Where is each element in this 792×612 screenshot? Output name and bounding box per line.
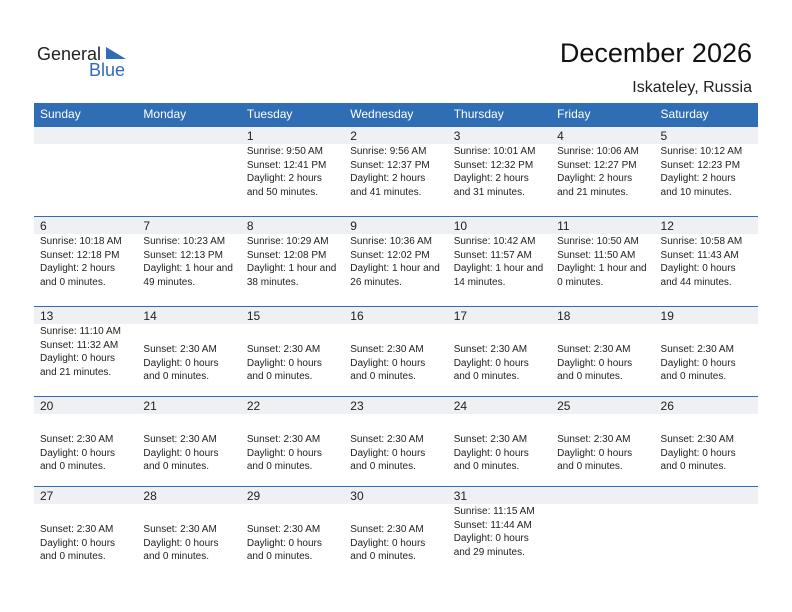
day-number: 25 — [557, 399, 571, 413]
day-cell — [551, 217, 654, 305]
day-number: 18 — [557, 309, 571, 323]
day-sun-info: Sunset: 2:30 AM Daylight: 0 hours and 0 minutes. — [660, 434, 736, 472]
day-cell — [241, 217, 344, 305]
day-cell — [344, 307, 447, 395]
day-cell — [34, 217, 137, 305]
day-number: 31 — [453, 489, 468, 503]
day-cell — [344, 397, 447, 485]
day-sun-info: Sunset: 2:30 AM Daylight: 0 hours and 0 minutes. — [350, 434, 426, 472]
day-cell — [137, 307, 240, 395]
weekday-friday: Friday — [557, 107, 591, 121]
day-cell — [34, 487, 137, 575]
logo-triangle-icon — [106, 47, 126, 63]
day-sun-info: Sunrise: 10:50 AM Sunset: 11:50 AM Daylight: 1 hour and 0 minutes. — [557, 236, 647, 288]
day-number-bar — [34, 217, 137, 234]
day-sun-info: Sunset: 2:30 AM Daylight: 0 hours and 0 minutes. — [453, 344, 529, 382]
day-cell — [344, 127, 447, 215]
day-number: 9 — [350, 219, 357, 233]
day-number: 26 — [660, 399, 674, 413]
day-number: 3 — [453, 129, 461, 143]
day-cell — [34, 397, 137, 485]
day-sun-info: Sunrise: 10:12 AM Sunset: 12:23 PM Daylight: 2 hours and 10 minutes. — [660, 146, 743, 198]
day-number: 14 — [143, 309, 157, 323]
day-number-bar — [655, 487, 758, 504]
day-number: 22 — [246, 399, 261, 413]
day-sun-info: Sunrise: 9:56 AM Sunset: 12:37 PM Daylight: 2 hours and 41 minutes. — [350, 146, 430, 198]
day-cell — [551, 397, 654, 485]
day-sun-info: Sunset: 2:30 AM Daylight: 0 hours and 0 minutes. — [246, 524, 322, 562]
day-number: 1 — [246, 129, 254, 143]
day-number: 10 — [453, 219, 468, 233]
day-number: 23 — [350, 399, 364, 413]
day-number-bar — [241, 217, 344, 234]
day-number: 19 — [660, 309, 674, 323]
day-sun-info: Sunset: 2:30 AM Daylight: 0 hours and 0 minutes. — [350, 524, 426, 562]
day-number: 11 — [557, 219, 570, 233]
day-number: 13 — [40, 309, 54, 323]
day-number: 7 — [143, 219, 151, 233]
day-number: 12 — [660, 219, 674, 233]
day-sun-info: Sunset: 2:30 AM Daylight: 0 hours and 0 minutes. — [453, 434, 529, 472]
day-cell — [137, 127, 240, 215]
day-sun-info: Sunset: 2:30 AM Daylight: 0 hours and 0 minutes. — [40, 524, 116, 562]
day-sun-info: Sunrise: 10:58 AM Sunset: 11:43 AM Daylight: 0 hours and 44 minutes. — [660, 236, 743, 288]
weekday-wednesday: Wednesday — [350, 107, 414, 121]
day-number: 29 — [246, 489, 261, 503]
day-cell — [655, 307, 758, 395]
day-cell — [344, 487, 447, 575]
day-cell — [448, 217, 551, 305]
day-number: 30 — [350, 489, 364, 503]
logo-blue-text: Blue — [89, 60, 126, 80]
logo — [37, 44, 137, 80]
logo-general-text: General — [37, 44, 102, 64]
day-number: 5 — [660, 129, 668, 143]
day-number: 17 — [453, 309, 468, 323]
day-cell — [655, 397, 758, 485]
day-number: 24 — [453, 399, 468, 413]
day-number: 27 — [40, 489, 54, 503]
weekday-header — [34, 103, 758, 126]
page-title: December 2026 — [559, 38, 752, 68]
day-sun-info: Sunrise: 10:36 AM Sunset: 12:02 PM Daylight: 1 hour and 26 minutes. — [350, 236, 440, 288]
day-cell — [241, 307, 344, 395]
day-cell — [655, 217, 758, 305]
day-sun-info: Sunset: 2:30 AM Daylight: 0 hours and 0 minutes. — [350, 344, 426, 382]
day-number: 28 — [143, 489, 157, 503]
weekday-saturday: Saturday — [660, 107, 709, 121]
day-cell — [448, 307, 551, 395]
day-cell — [551, 487, 654, 575]
day-sun-info: Sunrise: 10:18 AM Sunset: 12:18 PM Daylight: 2 hours and 0 minutes. — [40, 236, 122, 288]
day-cell — [655, 127, 758, 215]
day-cell — [448, 487, 551, 575]
day-number-bar — [448, 127, 551, 144]
day-number-bar — [655, 127, 758, 144]
day-number-bar — [344, 127, 447, 144]
day-number: 4 — [557, 129, 564, 143]
day-sun-info: Sunrise: 10:42 AM Sunset: 11:57 AM Daylight: 1 hour and 14 minutes. — [453, 236, 544, 288]
day-sun-info: Sunrise: 11:15 AM Sunset: 11:44 AM Daylight: 0 hours and 29 minutes. — [453, 506, 535, 558]
day-cell — [551, 127, 654, 215]
day-number: 15 — [246, 309, 261, 323]
day-cell — [34, 307, 137, 395]
day-cell — [448, 397, 551, 485]
day-sun-info: Sunset: 2:30 AM Daylight: 0 hours and 0 minutes. — [557, 344, 633, 382]
day-sun-info: Sunset: 2:30 AM Daylight: 0 hours and 0 minutes. — [40, 434, 116, 472]
day-number-bar — [344, 217, 447, 234]
day-sun-info: Sunset: 2:30 AM Daylight: 0 hours and 0 minutes. — [246, 434, 322, 472]
day-sun-info: Sunset: 2:30 AM Daylight: 0 hours and 0 minutes. — [660, 344, 736, 382]
day-cell — [137, 217, 240, 305]
day-number-bar — [137, 127, 240, 144]
week-row — [34, 216, 758, 306]
weekday-tuesday: Tuesday — [246, 107, 293, 121]
location-label: Iskateley, Russia — [632, 79, 752, 96]
day-cell — [551, 307, 654, 395]
day-cell — [344, 217, 447, 305]
day-sun-info: Sunrise: 10:06 AM Sunset: 12:27 PM Daylight: 2 hours and 21 minutes. — [557, 146, 639, 198]
day-cell — [241, 397, 344, 485]
day-number-bar — [551, 487, 654, 504]
day-sun-info: Sunset: 2:30 AM Daylight: 0 hours and 0 minutes. — [143, 524, 219, 562]
day-sun-info: Sunrise: 11:10 AM Sunset: 11:32 AM Daylight: 0 hours and 21 minutes. — [40, 326, 121, 378]
week-row — [34, 306, 758, 396]
day-cell — [137, 487, 240, 575]
day-cell — [448, 127, 551, 215]
day-sun-info: Sunset: 2:30 AM Daylight: 0 hours and 0 minutes. — [246, 344, 322, 382]
day-number-bar — [137, 217, 240, 234]
day-number: 6 — [40, 219, 47, 233]
weekday-sunday: Sunday — [40, 107, 81, 121]
day-cell — [241, 127, 344, 215]
day-sun-info: Sunrise: 10:23 AM Sunset: 12:13 PM Daylight: 1 hour and 49 minutes. — [143, 236, 233, 288]
week-row — [34, 486, 758, 576]
day-number-bar — [241, 127, 344, 144]
day-number: 21 — [143, 399, 157, 413]
day-cell — [655, 487, 758, 575]
day-cell — [241, 487, 344, 575]
day-sun-info: Sunrise: 9:50 AM Sunset: 12:41 PM Daylight: 2 hours and 50 minutes. — [246, 146, 327, 198]
week-row — [34, 396, 758, 486]
day-sun-info: Sunset: 2:30 AM Daylight: 0 hours and 0 minutes. — [143, 344, 219, 382]
day-number-bar — [34, 127, 137, 144]
weekday-thursday: Thursday — [453, 107, 504, 121]
weekday-monday: Monday — [143, 107, 187, 121]
day-cell — [34, 127, 137, 215]
day-cell — [137, 397, 240, 485]
day-sun-info: Sunrise: 10:29 AM Sunset: 12:08 PM Daylight: 1 hour and 38 minutes. — [246, 236, 337, 288]
day-number: 20 — [40, 399, 54, 413]
day-sun-info: Sunset: 2:30 AM Daylight: 0 hours and 0 minutes. — [143, 434, 219, 472]
day-number-bar — [551, 127, 654, 144]
day-sun-info: Sunrise: 10:01 AM Sunset: 12:32 PM Daylight: 2 hours and 31 minutes. — [453, 146, 536, 198]
day-sun-info: Sunset: 2:30 AM Daylight: 0 hours and 0 minutes. — [557, 434, 633, 472]
day-number: 2 — [350, 129, 357, 143]
day-number: 16 — [350, 309, 364, 323]
day-number: 8 — [246, 219, 254, 233]
week-row — [34, 126, 758, 216]
